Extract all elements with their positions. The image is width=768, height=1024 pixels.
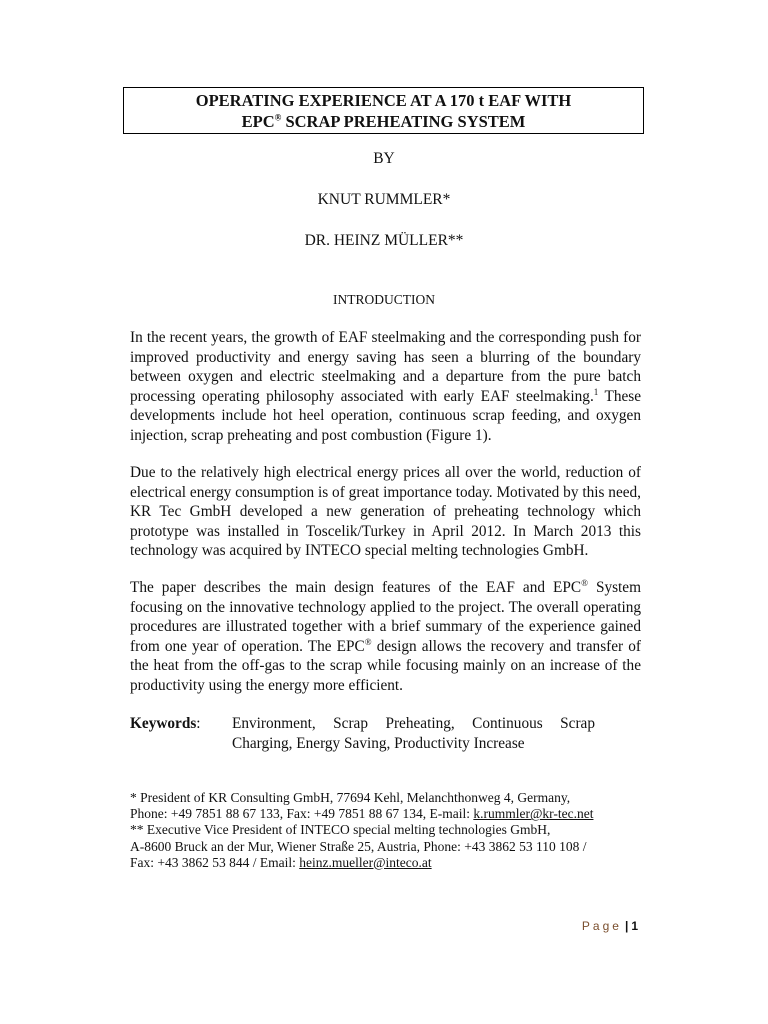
- paragraph-1-text: In the recent years, the growth of EAF steelmaking and the corresponding push for improved productivity and energy saving has seen a blurring of the boundary between oxygen and electric steelmaking and a departure from the pure batch processing operating philosophy associated with early EAF steelmaking.: [130, 329, 641, 405]
- email-link-rummler[interactable]: k.rummler@kr-tec.net: [473, 806, 594, 822]
- registered-mark: ®: [274, 112, 282, 123]
- paper-title-line-1: OPERATING EXPERIENCE AT A 170 t EAF WITH: [195, 91, 572, 110]
- author-2: DR. HEINZ MÜLLER**: [304, 232, 464, 249]
- keywords-list: Environment, Scrap Preheating, Continuous Scrap Charging, Energy Saving, Productivity Increase: [232, 715, 595, 752]
- byline: BY: [373, 150, 395, 167]
- title-suffix: SCRAP PREHEATING SYSTEM: [281, 112, 526, 131]
- paragraph-3-part-2: System focusing on the innovative technology applied to the project. The overall operating procedures are illustrated together with a brief summary of the experience gained from one year of operation. The EPC: [130, 579, 641, 655]
- footnote-contact-1: Phone: +49 7851 88 67 133, Fax: +49 7851 88 67 134, E-mail:: [130, 806, 474, 822]
- reference-superscript: 1: [593, 386, 599, 397]
- footnote-line-3: ** Executive Vice President of INTECO special melting technologies GmbH,: [130, 822, 551, 838]
- paper-title-box: [123, 87, 644, 134]
- page-label: Page: [581, 919, 622, 933]
- registered-mark: ®: [364, 636, 372, 647]
- section-heading-introduction: INTRODUCTION: [333, 292, 435, 307]
- page-number: 1: [631, 919, 638, 933]
- paragraph-2: Due to the relatively high electrical energy prices all over the world, reduction of electrical energy consumption is of great importance today. Motivated by this need, KR Tec GmbH developed a new generation of preheating technology which prototype was installed in Toscelik/Turkey in April 2012. In March 2013 this technology was acquired by INTECO special melting technologies GmbH.: [130, 464, 641, 559]
- paragraph-3-part-3: design allows the recovery and transfer of the heat from the off-gas to the scrap while focusing mainly on an increase of the productivity using the energy more efficient.: [130, 637, 641, 694]
- paragraph-1-text-cont: These developments include hot heel operation, continuous scrap feeding, and oxygen injection, scrap preheating and post combustion (Figure 1).: [130, 387, 642, 444]
- title-epc: EPC: [241, 112, 275, 131]
- paragraph-3-part-1: The paper describes the main design features of the EAF and EPC: [130, 579, 582, 596]
- footnote-line-1: * President of KR Consulting GmbH, 77694 Kehl, Melanchthonweg 4, Germany,: [130, 790, 571, 805]
- paragraph-1: [130, 328, 641, 445]
- footnote-contact-2: Fax: +43 3862 53 844 / Email:: [130, 854, 300, 870]
- author-footnotes: [130, 790, 645, 871]
- author-1: KNUT RUMMLER*: [317, 191, 451, 208]
- keywords-label: [130, 714, 201, 734]
- paper-title-line-2: [124, 111, 643, 132]
- email-link-mueller[interactable]: heinz.mueller@inteco.at: [299, 854, 432, 870]
- footnote-line-2: [130, 806, 645, 822]
- footnote-line-4: A-8600 Bruck an der Mur, Wiener Straße 25, Austria, Phone: +43 3862 53 110 108 /: [130, 838, 587, 854]
- page-number-footer: [582, 919, 638, 933]
- keywords-label-text: Keywords: [130, 715, 197, 732]
- page-separator: |: [624, 919, 629, 933]
- footnote-line-5: [130, 855, 645, 871]
- registered-mark: ®: [581, 577, 588, 588]
- paragraph-3: [130, 578, 641, 695]
- keywords-colon: :: [196, 715, 201, 732]
